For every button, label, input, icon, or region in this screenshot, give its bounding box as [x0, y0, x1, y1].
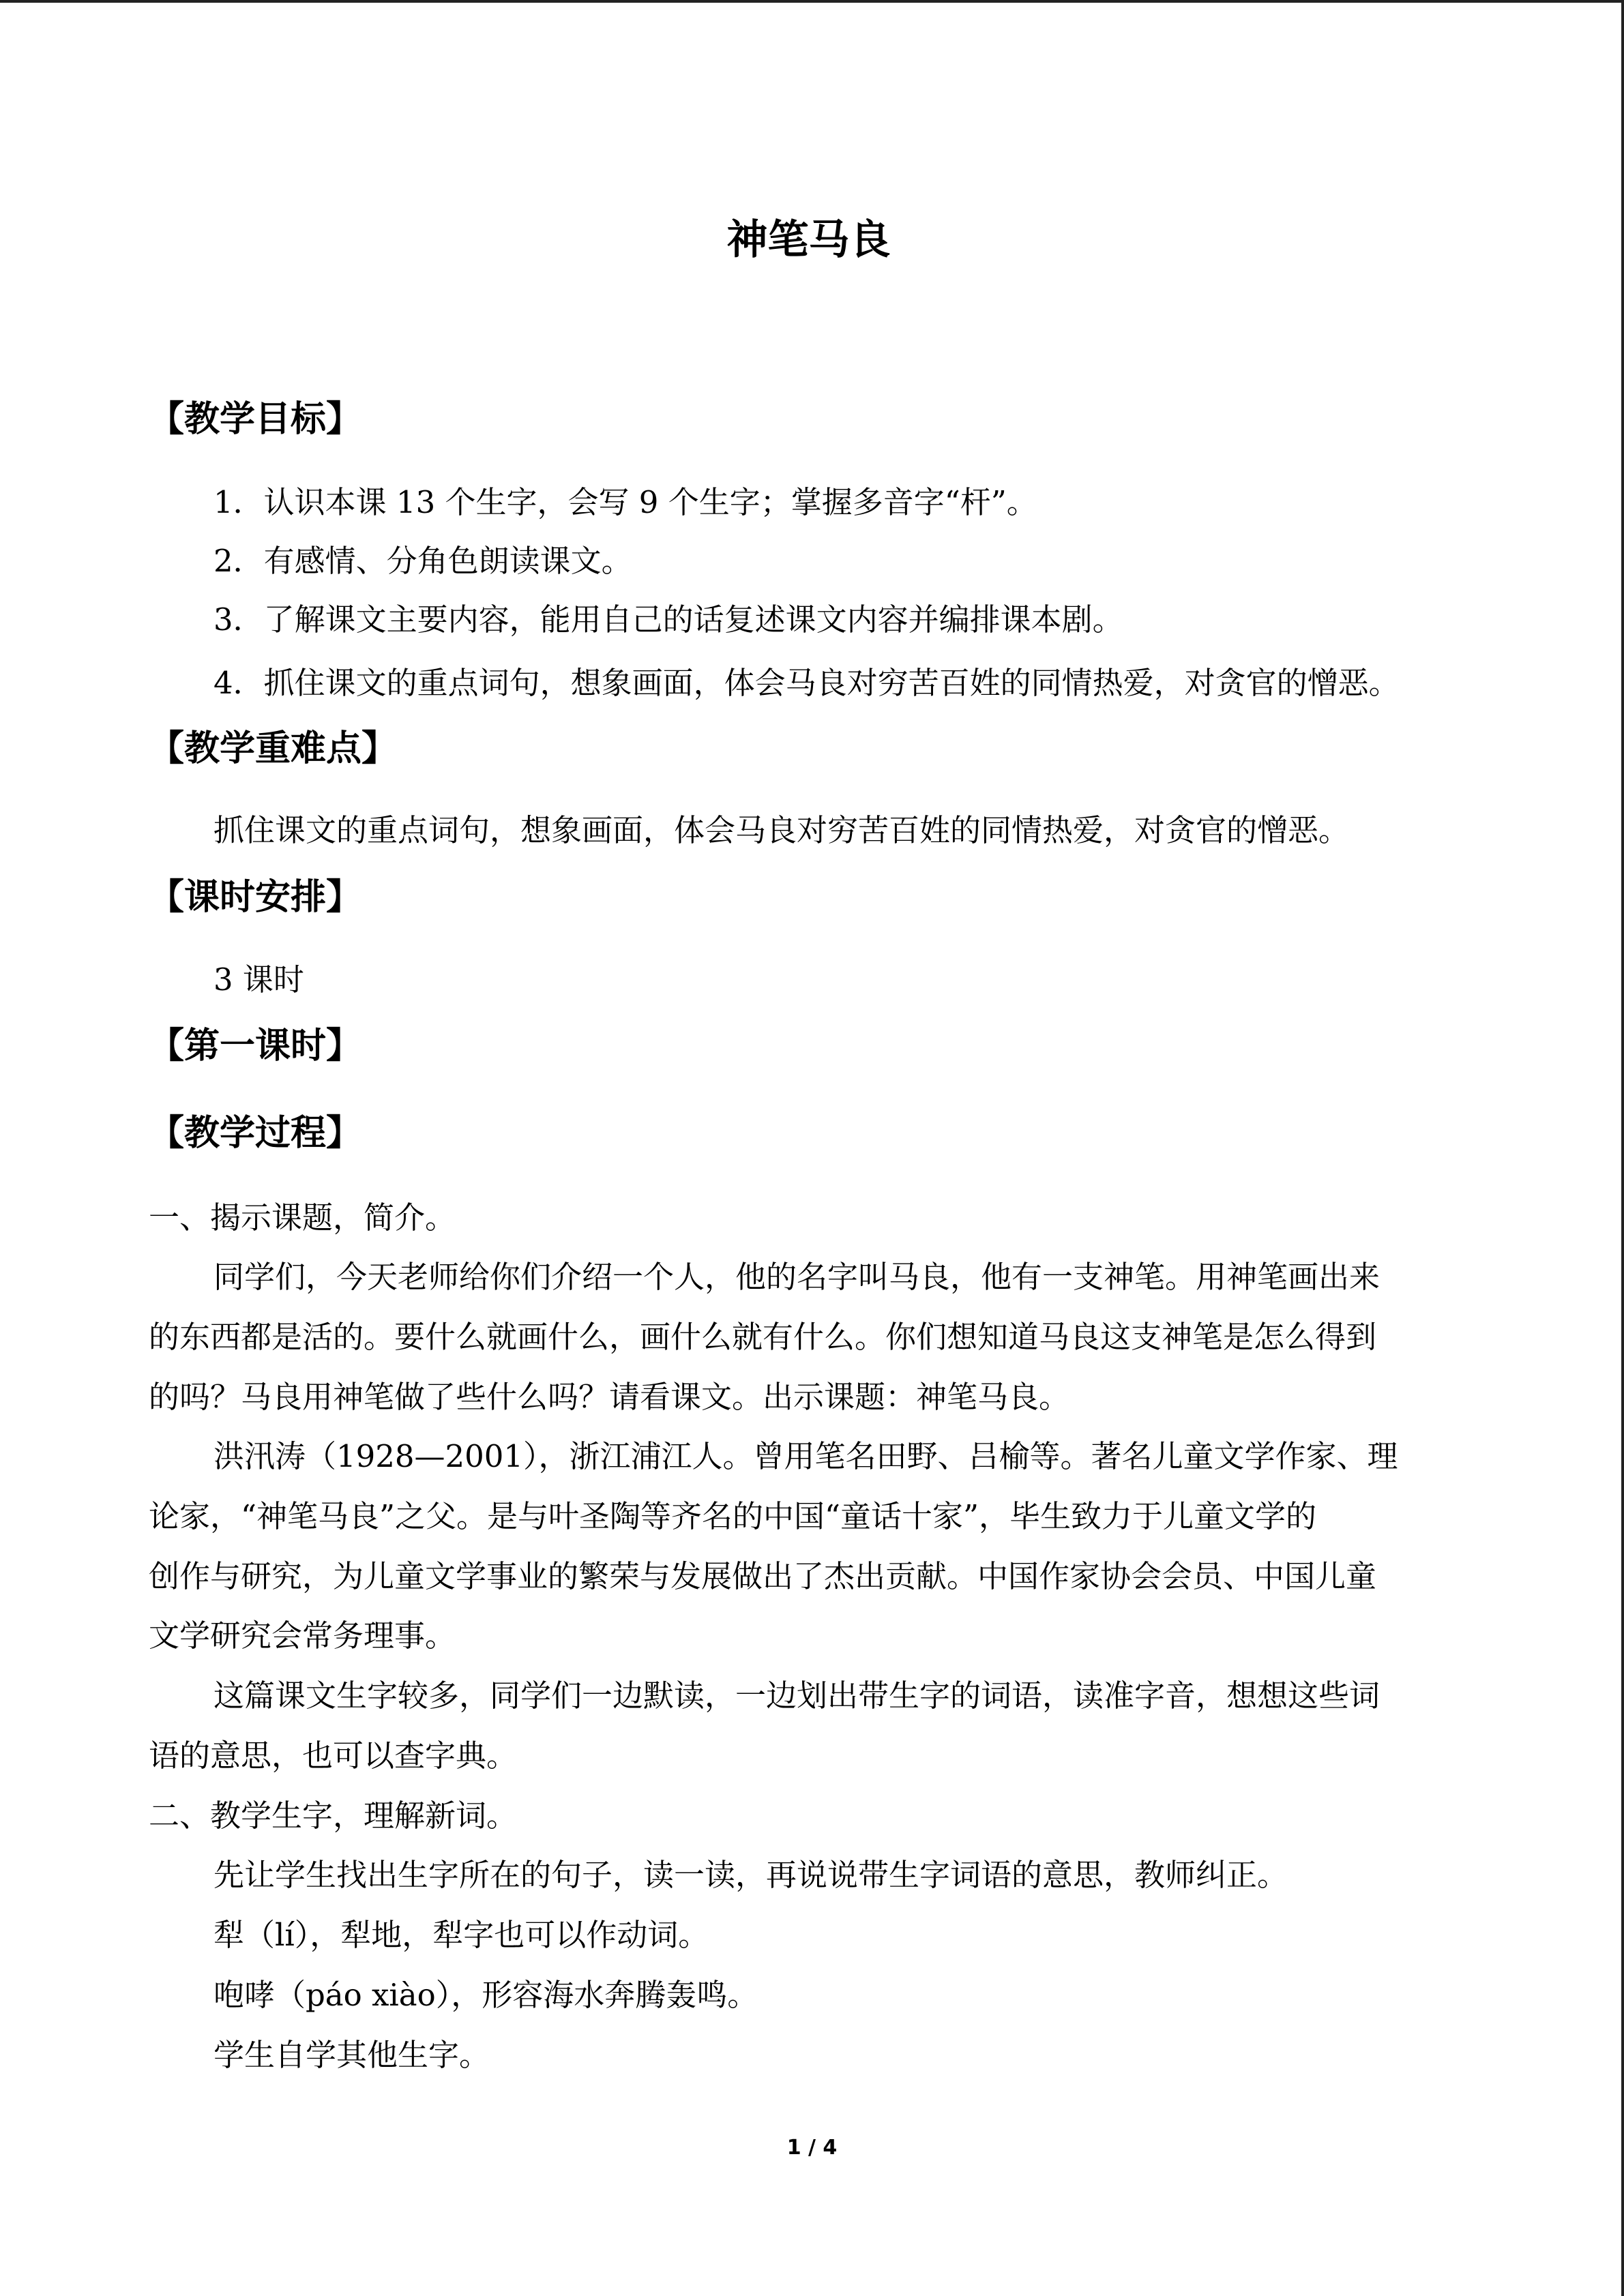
- para3-line-2: 语的意思，也可以查字典。: [149, 1738, 518, 1774]
- step2-line-1: 先让学生找出生字所在的句子，读一读，再说说带生字词语的意思，教师纠正。: [213, 1857, 1288, 1893]
- step2-title: 二、教学生字，理解新词。: [149, 1798, 518, 1834]
- para2-line-2: 论家，“神笔马良”之父。是与叶圣陶等齐名的中国“童话十家”，毕生致力于儿童文学的: [149, 1498, 1317, 1534]
- schedule-text: 3 课时: [213, 961, 304, 998]
- page-border-right: [1621, 0, 1624, 2296]
- step2-line-2: 犁（lí），犁地，犁字也可以作动词。: [213, 1917, 709, 1953]
- page-number: 1 / 4: [786, 2136, 838, 2160]
- para3-line-1: 这篇课文生字较多，同学们一边默读，一边划出带生字的词语，读准字音，想想这些词: [213, 1678, 1381, 1714]
- step2-line-3: 咆哮（páo xiào），形容海水奔腾轰鸣。: [213, 1977, 758, 2013]
- objective-item-2: 2．有感情、分角色朗读课文。: [213, 543, 632, 579]
- step2-line-4: 学生自学其他生字。: [213, 2037, 490, 2073]
- para2-line-4: 文学研究会常务理事。: [149, 1617, 456, 1654]
- step1-title: 一、揭示课题，简介。: [149, 1199, 456, 1236]
- key-points-heading: 【教学重难点】: [149, 728, 398, 769]
- schedule-heading: 【课时安排】: [149, 877, 362, 918]
- objective-item-4: 4．抓住课文的重点词句，想象画面，体会马良对穷苦百姓的同情热爱，对贪官的憎恶。: [213, 665, 1400, 701]
- para1-line-1: 同学们，今天老师给你们介绍一个人，他的名字叫马良，他有一支神笔。用神笔画出来: [213, 1259, 1381, 1295]
- key-points-text: 抓住课文的重点词句，想象画面，体会马良对穷苦百姓的同情热爱，对贪官的憎恶。: [213, 812, 1350, 848]
- objective-item-1: 1．认识本课 13 个生字，会写 9 个生字；掌握多音字“杆”。: [213, 484, 1037, 520]
- objectives-heading: 【教学目标】: [149, 399, 362, 440]
- para2-line-3: 创作与研究，为儿童文学事业的繁荣与发展做出了杰出贡献。中国作家协会会员、中国儿童: [149, 1558, 1377, 1594]
- process-heading: 【教学过程】: [149, 1113, 362, 1154]
- para2-line-1: 洪汛涛（1928—2001），浙江浦江人。曾用笔名田野、吕榆等。著名儿童文学作家、理: [213, 1438, 1398, 1474]
- page-border-top: [0, 0, 1624, 3]
- para1-line-3: 的吗？马良用神笔做了些什么吗？请看课文。出示课题：神笔马良。: [149, 1379, 1070, 1415]
- document-title: 神笔马良: [726, 216, 891, 264]
- para1-line-2: 的东西都是活的。要什么就画什么，画什么就有什么。你们想知道马良这支神笔是怎么得到: [149, 1319, 1377, 1355]
- objective-item-3: 3．了解课文主要内容，能用自己的话复述课文内容并编排课本剧。: [213, 601, 1123, 638]
- lesson1-heading: 【第一课时】: [149, 1026, 362, 1067]
